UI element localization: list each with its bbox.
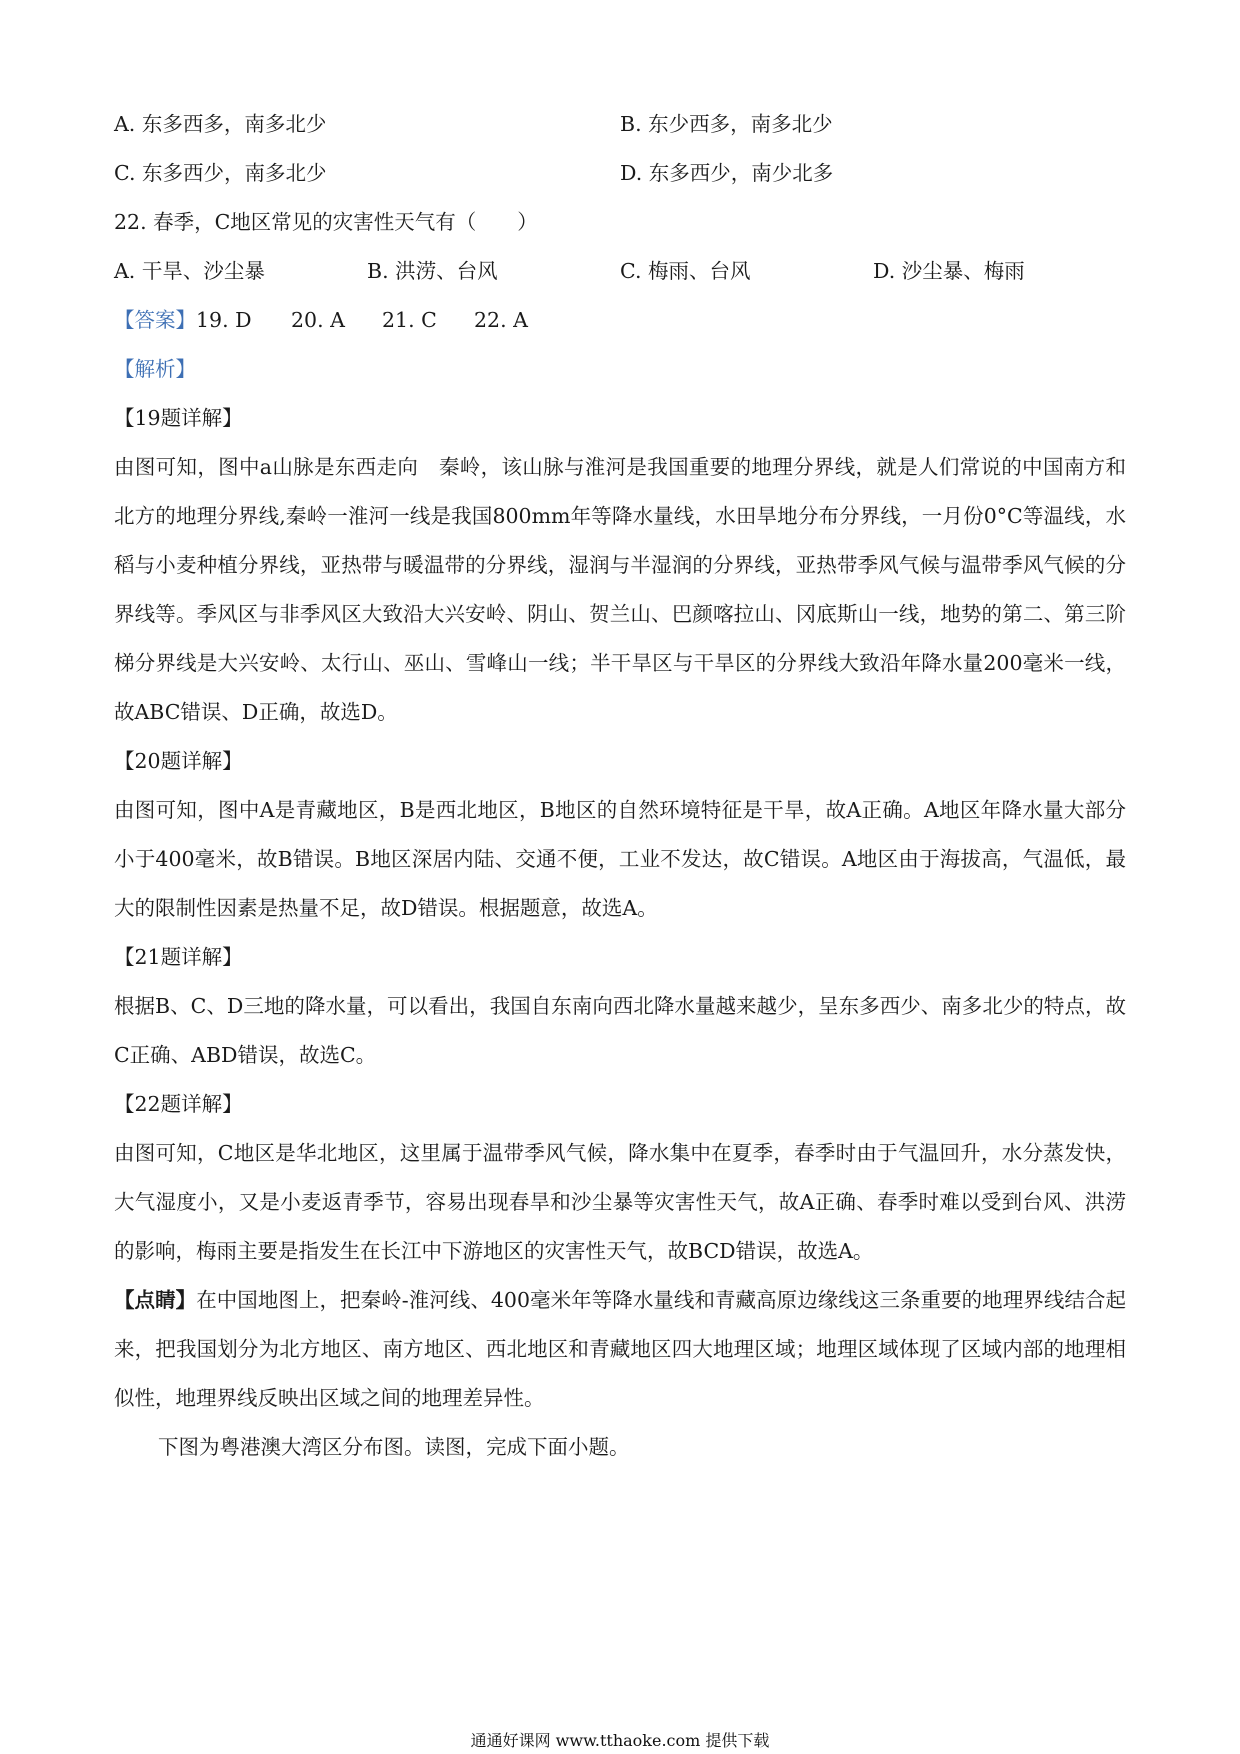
q21-options-row-2 (114, 149, 1126, 198)
q21-option-c: C. 东多西少，南多北少 (114, 161, 327, 185)
detail-heading-19: 【19题详解】 (114, 406, 243, 430)
answer-row (114, 296, 1126, 345)
analysis-label: 【解析】 (114, 357, 196, 381)
q22-option-a: A. 干旱、沙尘暴 (114, 259, 265, 283)
q22-option-c: C. 梅雨、台风 (620, 259, 751, 283)
answer-item-22: 22. A (474, 308, 528, 332)
answer-item-21: 21. C (382, 308, 437, 332)
page-footer: 通通好课网 www.tthaoke.com 提供下载 (470, 1731, 770, 1750)
detail-heading-22: 【22题详解】 (114, 1092, 243, 1116)
dianjing-label: 【点睛】 (114, 1288, 197, 1312)
answer-item-20: 20. A (291, 308, 345, 332)
q21-option-a: A. 东多西多，南多北少 (114, 112, 327, 136)
q21-option-d: D. 东多西少，南少北多 (620, 161, 834, 185)
detail-heading-21: 【21题详解】 (114, 945, 243, 969)
detail-text-21: 根据B、C、D三地的降水量，可以看出，我国自东南向西北降水量越来越少，呈东多西少、南多北少的特点，故C正确、ABD错误，故选C。 (114, 994, 1126, 1067)
next-question-intro: 下图为粤港澳大湾区分布图。读图，完成下面小题。 (158, 1435, 630, 1459)
q22-option-d: D. 沙尘暴、梅雨 (873, 259, 1025, 283)
dianjing-text: 在中国地图上，把秦岭-淮河线、400毫米年等降水量线和青藏高原边缘线这三条重要的地理界线结合起来，把我国划分为北方地区、南方地区、西北地区和青藏地区四大地理区域；地理区域体现了区域内部的地理相似性，地理界线反映出区域之间的地理差异性。 (114, 1288, 1126, 1410)
detail-text-20: 由图可知，图中A是青藏地区，B是西北地区，B地区的自然环境特征是干旱，故A正确。A地区年降水量大部分小于400毫米，故B错误。B地区深居内陆、交通不便，工业不发达，故C错误。A地区由于海拔高，气温低，最大的限制性因素是热量不足，故D错误。根据题意，故选A。 (114, 798, 1126, 920)
answer-label: 【答案】 (114, 308, 196, 332)
q22-stem: 22. 春季，C地区常见的灾害性天气有（ ） (114, 210, 538, 234)
detail-heading-20: 【20题详解】 (114, 749, 243, 773)
dianjing-paragraph (114, 1276, 1126, 1423)
q22-option-b: B. 洪涝、台风 (367, 259, 498, 283)
detail-text-19: 由图可知，图中a山脉是东西走向 秦岭，该山脉与淮河是我国重要的地理分界线，就是人们常说的中国南方和北方的地理分界线,秦岭一淮河一线是我国800mm年等降水量线，水田旱地分布分界线，一月份0°C等温线，水稻与小麦种植分界线，亚热带与暖温带的分界线，湿润与半湿润的分界线，亚热带季风气候与温带季风气候的分界线等。季风区与非季风区大致沿大兴安岭、阴山、贺兰山、巴颜喀拉山、冈底斯山一线，地势的第二、第三阶梯分界线是大兴安岭、太行山、巫山、雪峰山一线；半干旱区与干旱区的分界线大致沿年降水量200毫米一线，故ABC错误、D正确，故选D。 (114, 455, 1126, 724)
document-page (114, 100, 1126, 1472)
answer-item-19: 19. D (196, 308, 252, 332)
q21-options-row-1 (114, 100, 1126, 149)
detail-text-22: 由图可知，C地区是华北地区，这里属于温带季风气候，降水集中在夏季，春季时由于气温回升，水分蒸发快，大气湿度小，又是小麦返青季节，容易出现春旱和沙尘暴等灾害性天气，故A正确、春季时难以受到台风、洪涝的影响，梅雨主要是指发生在长江中下游地区的灾害性天气，故BCD错误，故选A。 (114, 1141, 1126, 1263)
q21-option-b: B. 东少西多，南多北少 (620, 112, 833, 136)
q22-options-row (114, 247, 1126, 296)
